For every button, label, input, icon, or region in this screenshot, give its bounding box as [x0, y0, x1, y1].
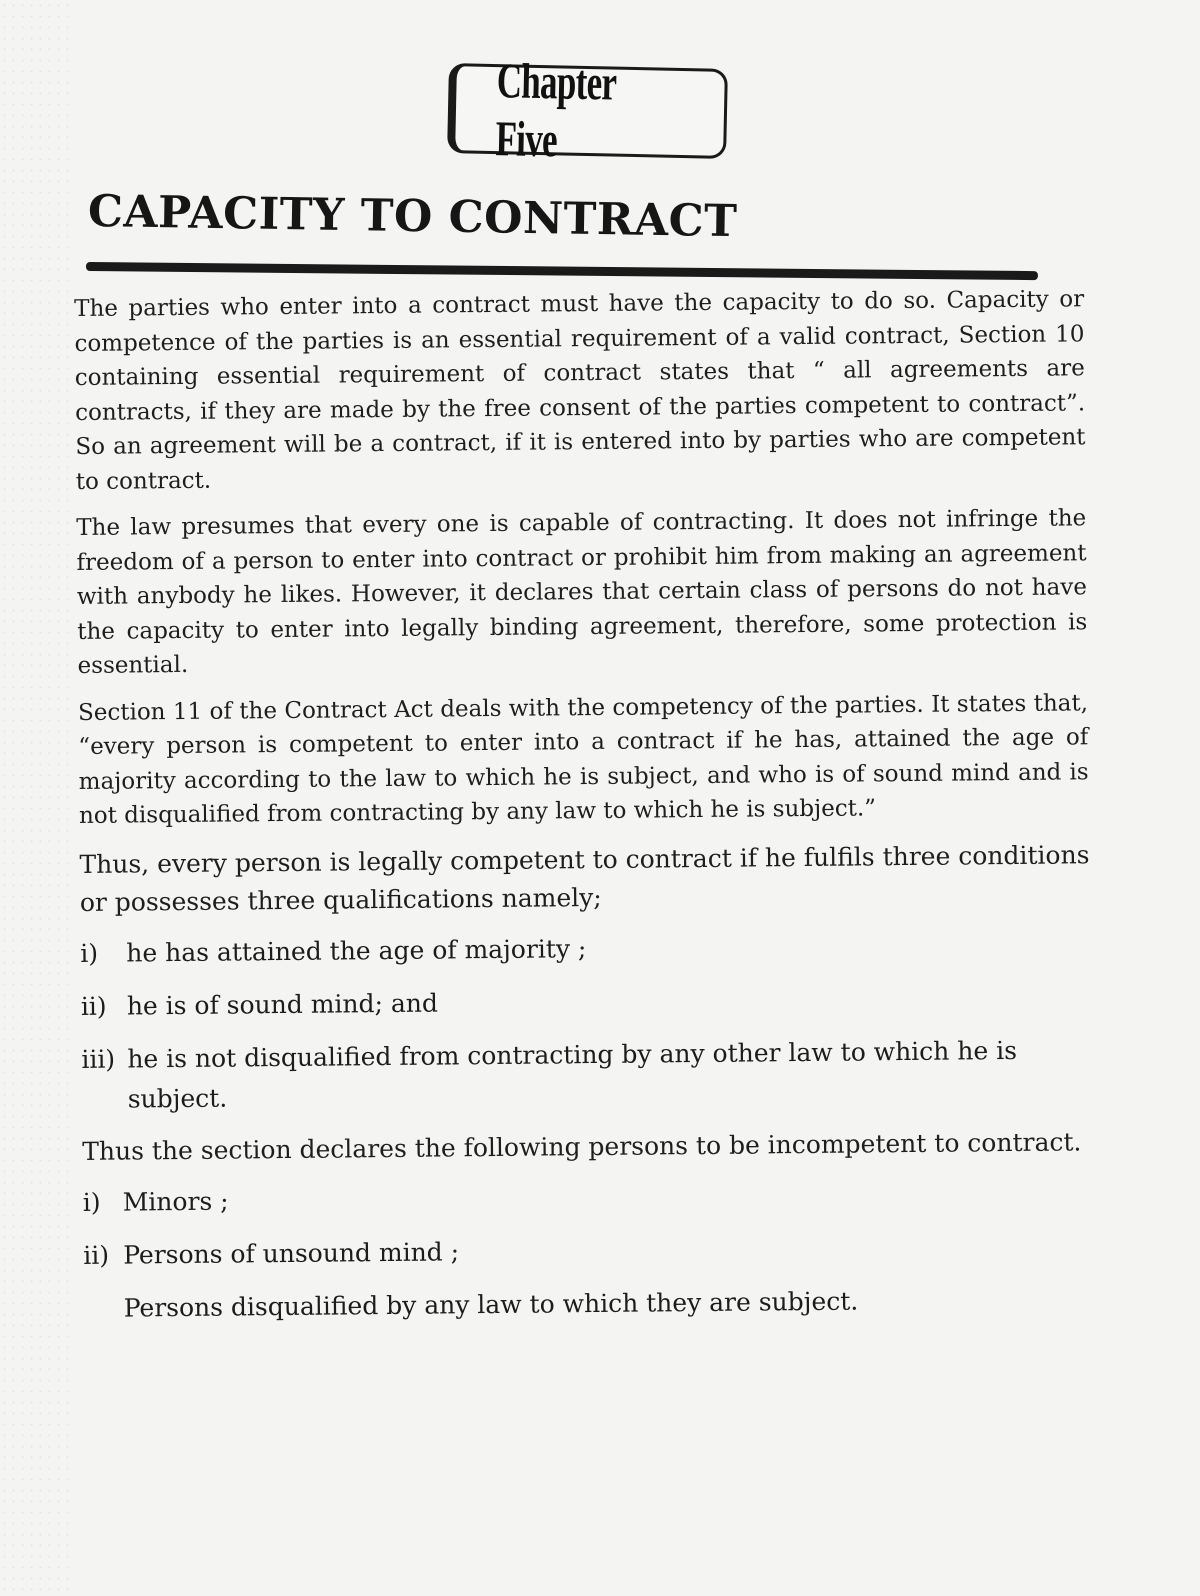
list-item [81, 1030, 1092, 1120]
list-text: Persons of unsound mind ; [123, 1236, 460, 1270]
chapter-title: CAPACITY TO CONTRACT [87, 186, 738, 248]
chapter-body [74, 282, 1094, 1328]
list-item [83, 1226, 1093, 1276]
paragraph-1: The parties who enter into a contract must have the capacity to do so. Capacity or competence of the parties is an essential requirement of a valid contract, Section 10 containing essential requirement of contract states that “ all agreements are contracts, if they are made by the free consent of the parties competent to contract”. So an agreement will be a contract, if it is entered into by parties who are competent to contract. [74, 286, 1086, 495]
incompetent-persons-list [83, 1173, 1094, 1276]
list-text: he is not disqualified from contracting by any other law to which he is subject. [127, 1035, 1018, 1114]
list-item [83, 1173, 1093, 1223]
declaration-paragraph: Thus the section declares the following persons to be incompetent to contract. [82, 1126, 1082, 1166]
paragraph-3: Section 11 of the Contract Act deals with the competency of the parties. It states that, “every person is competent to enter into a contract if he has, attained the age of majority according to the law to which he is subject, and who is of sound mind and is not disqualified from contracting by any law to which he is subject.” [77, 689, 1089, 829]
list-number: i) [80, 938, 99, 968]
chapter-label: Chapter Five [495, 52, 617, 168]
list-text: Minors ; [122, 1186, 229, 1217]
paragraph-2: The law presumes that every one is capable of contracting. It does not infringe the freedom of a person to enter into contract or prohibit him from making an agreement with anybody he likes. However, it declares that certain class of persons do not have the capacity to enter into legally binding agreement, therefore, some protection is essential. [76, 505, 1088, 679]
title-underline [86, 262, 1038, 280]
scan-noise [0, 0, 70, 1596]
paragraph-4: Thus, every person is legally competent to contract if he fulfils three conditions or possesses three qualifications namely; [79, 839, 1090, 917]
chapter-label-box [447, 52, 728, 168]
list-number: ii) [83, 1240, 110, 1270]
list-number: i) [82, 1187, 101, 1217]
list-number: iii) [81, 1044, 116, 1074]
list-item [80, 924, 1090, 974]
list-item [81, 977, 1091, 1027]
list-text: he is of sound mind; and [126, 988, 439, 1021]
list-number: ii) [80, 991, 107, 1021]
qualifications-list [80, 924, 1092, 1120]
final-line: Persons disqualified by any law to which they are subject. [123, 1286, 859, 1323]
list-text: he has attained the age of majority ; [126, 933, 587, 968]
